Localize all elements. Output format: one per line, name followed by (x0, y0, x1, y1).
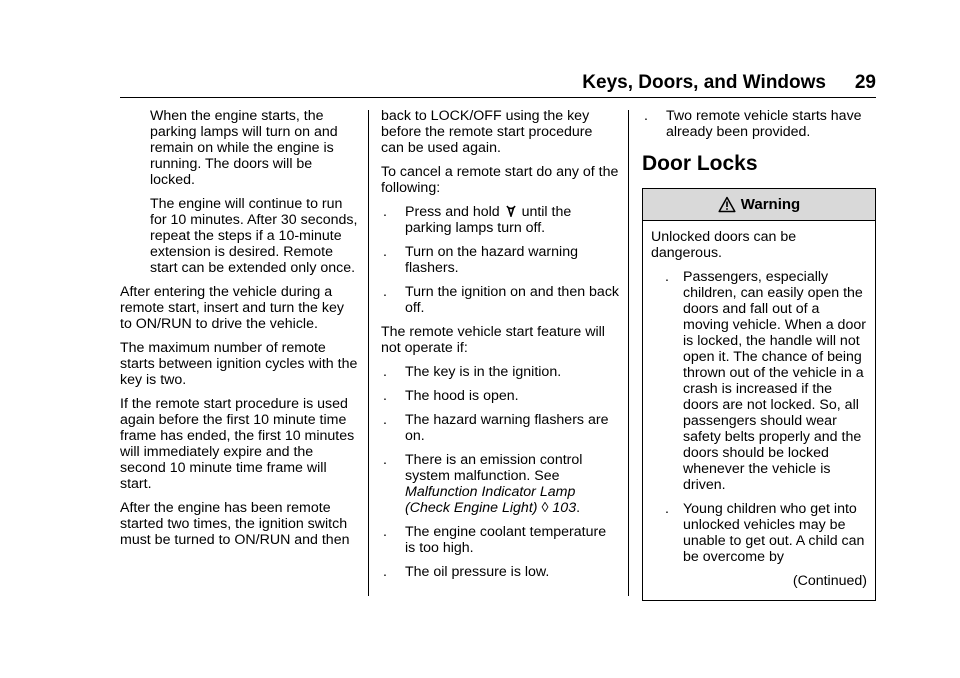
list-text: The engine coolant temperature is too high. (405, 524, 607, 556)
list-text: The key is in the ignition. (405, 364, 562, 380)
bullet: . (383, 388, 387, 404)
warning-title: Warning (740, 195, 801, 213)
bullet: . (644, 108, 648, 124)
list-text: Turn on the hazard warning flashers. (405, 244, 578, 276)
warning-intro: Unlocked doors can be dangerous. (651, 229, 797, 261)
bullet: . (665, 501, 669, 517)
list-text: The oil pressure is low. (405, 564, 550, 580)
warning-triangle-icon (718, 196, 736, 213)
paragraph: The remote vehicle start feature will not operate if: (381, 324, 605, 356)
warning-box (642, 188, 876, 601)
paragraph: The maximum number of remote starts between ignition cycles with the key is two. (120, 340, 358, 388)
bullet: . (383, 244, 387, 260)
cross-reference-link[interactable]: Malfunction Indicator Lamp (Check Engine Light) (405, 484, 576, 516)
continued-label: (Continued) (792, 573, 867, 589)
list-text: Turn the ignition on and then back off. (405, 284, 620, 316)
bullet: . (383, 364, 387, 380)
column-divider-1 (368, 110, 369, 596)
list-item: . There is an emission control system malfunction. See Malfunction Indicator Lamp (Check Engine Light) ◊ 103. (383, 452, 583, 516)
bullet: . (665, 269, 669, 285)
warning-list-item (651, 501, 867, 565)
section-header-title: Keys, Doors, and Windows (582, 72, 826, 93)
warning-list-item (651, 269, 867, 493)
paragraph: After entering the vehicle during a remote start, insert and turn the key to ON/RUN to drive the vehicle. (120, 284, 344, 332)
list-text: Press and hold (405, 204, 500, 220)
bullet: . (383, 564, 387, 580)
paragraph: back to LOCK/OFF using the key before the remote start procedure can be used again. (381, 108, 593, 156)
warning-text: Passengers, especially children, can easily open the doors and fall out of a moving vehicle. When a door is locked, the handle will not open it. The chance of being thrown out of the vehicle in a crash is increased if the doors are not locked. So, all passengers should wear safety belts properly and the doors should be locked whenever the vehicle is driven. (683, 269, 866, 493)
list-text: There is an emission control system malfunction. See (405, 452, 583, 484)
list-item (381, 412, 619, 444)
bullet: . (383, 204, 387, 220)
bullet: . (383, 524, 387, 540)
list-item (381, 388, 619, 404)
page-reference[interactable]: 103 (552, 500, 577, 516)
remote-start-icon (505, 205, 517, 217)
paragraph: If the remote start procedure is used again before the first 10 minute time frame has ended, the first 10 minutes will immediately expire and the second 10 minute time frame will start. (120, 396, 355, 492)
bullet: . (383, 412, 387, 428)
paragraph: After the engine has been remote started two times, the ignition switch must be turned to ON/RUN and then (120, 500, 350, 548)
column-2 (381, 108, 619, 588)
list-item (381, 204, 619, 236)
column-1 (120, 108, 358, 556)
bullet: . (383, 284, 387, 300)
column-divider-2 (628, 110, 629, 596)
header-rule (120, 97, 876, 98)
list-text: Two remote vehicle starts have already been provided. (666, 108, 862, 140)
warning-body (643, 221, 875, 600)
list-text: The hazard warning flashers are on. (405, 412, 609, 444)
list-item (381, 364, 619, 380)
warning-text: Young children who get into unlocked vehicles may be unable to get out. A child can be overcome by (683, 501, 865, 565)
page-header (0, 0, 960, 100)
paragraph: When the engine starts, the parking lamps will turn on and remain on while the engine is running. The doors will be locked. (150, 108, 338, 188)
bullet: . (383, 452, 387, 468)
warning-header (643, 189, 875, 221)
paragraph: The engine will continue to run for 10 minutes. After 30 seconds, repeat the steps if a 10-minute extension is desired. Remote start can be extended only once. (150, 196, 358, 276)
section-title: Door Locks (642, 152, 758, 175)
column-3 (642, 108, 876, 601)
list-item (381, 524, 619, 556)
page-number: 29 (854, 72, 876, 93)
list-item (381, 284, 619, 316)
paragraph: To cancel a remote start do any of the following: (381, 164, 619, 196)
list-item (642, 108, 876, 140)
page-reference-icon: ◊ (541, 500, 549, 516)
list-item (381, 244, 619, 276)
list-item (381, 564, 619, 580)
list-text: until the parking lamps turn off. (405, 204, 572, 236)
list-text: The hood is open. (405, 388, 519, 404)
